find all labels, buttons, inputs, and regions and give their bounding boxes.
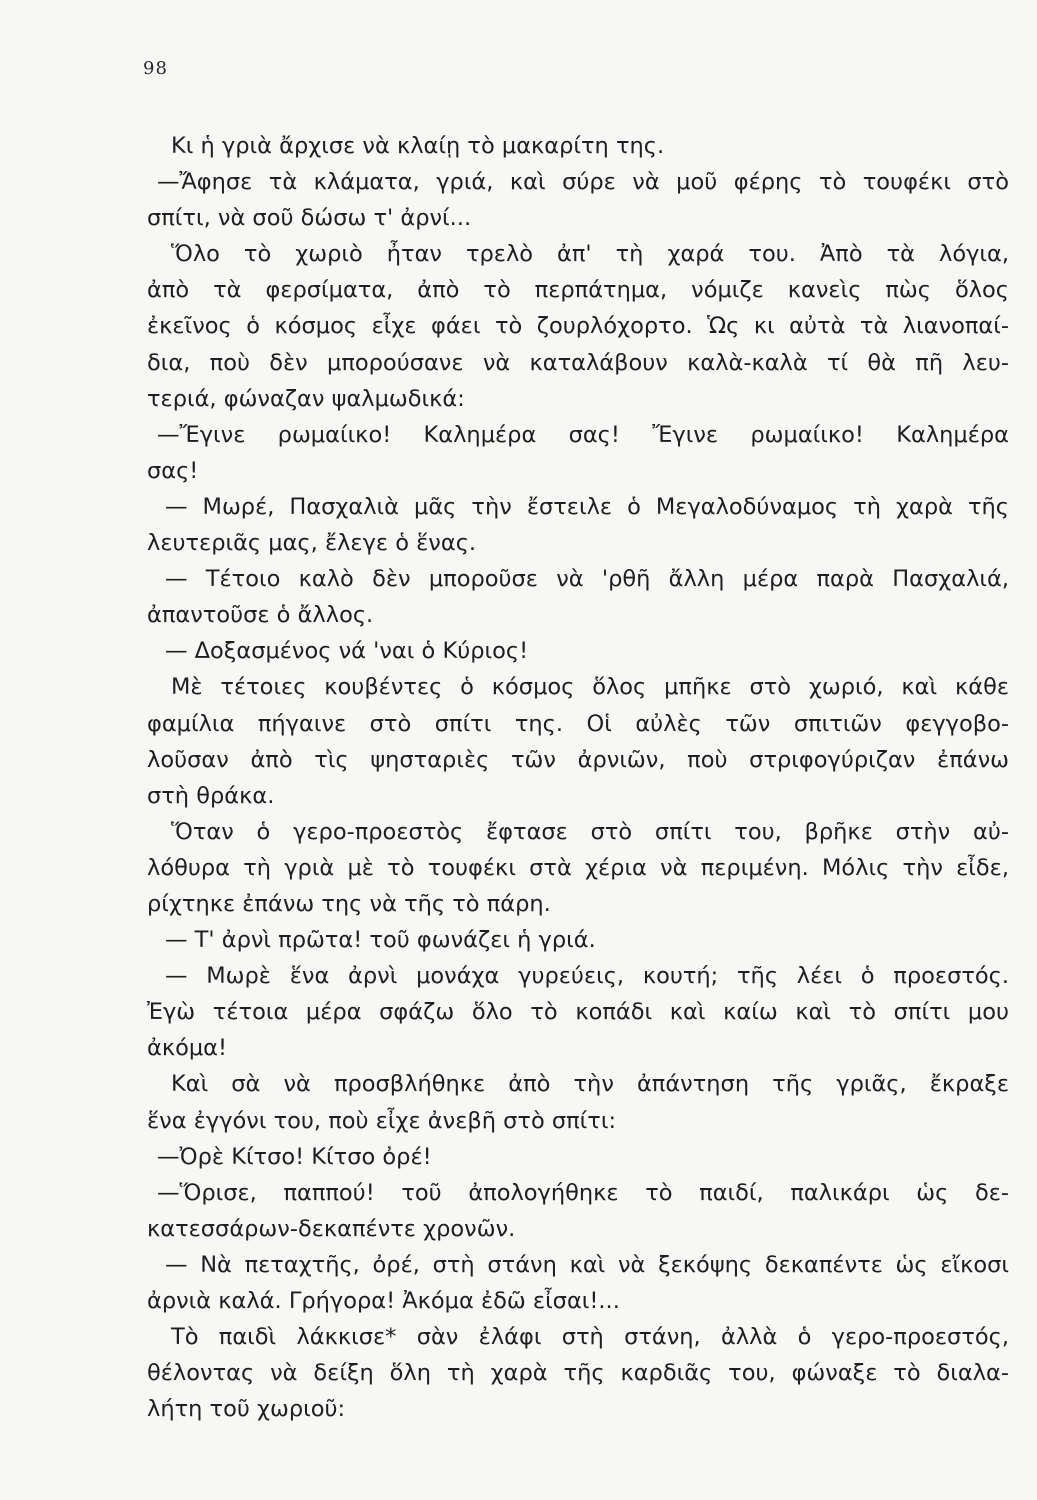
text-line: ἀπὸ τὰ φερσίματα, ἀπὸ τὸ περπάτημα, νόμιζε κανεὶς πὼς ὅλος xyxy=(147,277,1009,304)
text-line: — Νὰ πεταχτῆς, ὀρέ, στὴ στάνη καὶ νὰ ξεκόψης δεκαπέντε ὡς εἴκοσι xyxy=(165,1251,1009,1278)
text-line: —Ἔγινε ρωμαίικο! Καλημέρα σας! Ἔγινε ρωμαίικο! Καλημέρα xyxy=(157,421,1009,448)
text-line: — Τέτοιο καλὸ δὲν μποροῦσε νὰ 'ρθῆ ἄλλη μέρα παρὰ Πασχαλιά, xyxy=(165,566,1009,593)
text-line: λοῦσαν ἀπὸ τὶς ψησταριὲς τῶν ἀρνιῶν, ποὺ στριφογύριζαν ἐπάνω xyxy=(147,746,1009,773)
text-line: Ὅταν ὁ γερο-προεστὸς ἔφτασε στὸ σπίτι του, βρῆκε στὴν αὐ- xyxy=(171,818,1009,845)
text-line: στὴ θράκα. xyxy=(147,782,275,809)
text-line: — Τ' ἀρνὶ πρῶτα! τοῦ φωνάζει ἡ γριά. xyxy=(165,927,596,954)
text-line: σπίτι, νὰ σοῦ δώσω τ' ἀρνί... xyxy=(147,205,472,232)
text-line: Τὸ παιδὶ λάκκισε* σὰν ἐλάφι στὴ στάνη, ἀλλὰ ὁ γερο-προεστός, xyxy=(171,1324,1009,1351)
text-line: — Μωρὲ ἕνα ἀρνὶ μονάχα γυρεύεις, κουτή; τῆς λέει ὁ προεστός. xyxy=(165,963,1009,990)
text-line: ἐκεῖνος ὁ κόσμος εἶχε φάει τὸ ζουρλόχορτο. Ὡς κι αὐτὰ τὰ λιανοπαί- xyxy=(147,313,1009,340)
text-line: φαμίλια πήγαινε στὸ σπίτι της. Οἱ αὐλὲς τῶν σπιτιῶν φεγγοβο- xyxy=(147,710,1009,737)
text-line: ἀκόμα! xyxy=(147,1035,228,1062)
text-line: θέλοντας νὰ δείξη ὅλη τὴ χαρὰ τῆς καρδιᾶς του, φώναξε τὸ διαλα- xyxy=(147,1360,1009,1387)
text-line: —Ὀρὲ Κίτσο! Κίτσο ὀρέ! xyxy=(157,1143,432,1170)
text-line: ἀπαντοῦσε ὁ ἄλλος. xyxy=(147,602,374,629)
text-line: τεριά, φώναζαν ψαλμωδικά: xyxy=(147,385,465,412)
page-number: 98 xyxy=(143,58,168,79)
body-text xyxy=(147,128,1009,1427)
text-line: ἀρνιὰ καλά. Γρήγορα! Ἀκόμα ἐδῶ εἶσαι!... xyxy=(147,1288,620,1314)
text-line: Μὲ τέτοιες κουβέντες ὁ κόσμος ὅλος μπῆκε στὸ χωριό, καὶ κάθε xyxy=(171,674,1009,701)
text-line: λήτη τοῦ χωριοῦ: xyxy=(147,1396,346,1423)
text-line: δια, ποὺ δὲν μπορούσανε νὰ καταλάβουν καλὰ-καλὰ τί θὰ πῆ λευ- xyxy=(147,349,1009,376)
text-line: —Ἄφησε τὰ κλάματα, γριά, καὶ σύρε νὰ μοῦ φέρης τὸ τουφέκι στὸ xyxy=(157,169,1009,196)
text-line: Ὅλο τὸ χωριὸ ἦταν τρελὸ ἀπ' τὴ χαρά του. Ἀπὸ τὰ λόγια, xyxy=(171,241,1009,268)
text-line: —Ὅρισε, παππού! τοῦ ἀπολογήθηκε τὸ παιδί, παλικάρι ὡς δε- xyxy=(157,1179,1009,1206)
text-line: κατεσσάρων-δεκαπέντε χρονῶν. xyxy=(147,1215,516,1242)
text-line: ἕνα ἐγγόνι του, ποὺ εἶχε ἀνεβῆ στὸ σπίτι: xyxy=(147,1107,617,1134)
text-line: — Δοξασμένος νά 'ναι ὁ Κύριος! xyxy=(165,638,529,665)
text-line: σας! xyxy=(147,457,199,484)
text-line: λευτεριᾶς μας, ἔλεγε ὁ ἕνας. xyxy=(147,530,477,557)
text-line: Ἐγὼ τέτοια μέρα σφάζω ὅλο τὸ κοπάδι καὶ καίω καὶ τὸ σπίτι μου xyxy=(147,999,1009,1026)
text-line: Κι ἡ γριὰ ἄρχισε νὰ κλαίῃ τὸ μακαρίτη της. xyxy=(171,133,665,159)
text-line: Καὶ σὰ νὰ προσβλήθηκε ἀπὸ τὴν ἀπάντηση τῆς γριᾶς, ἔκραξε xyxy=(171,1071,1009,1098)
text-line: — Μωρέ, Πασχαλιὰ μᾶς τὴν ἔστειλε ὁ Μεγαλοδύναμος τὴ χαρὰ τῆς xyxy=(165,493,1009,520)
text-line: λόθυρα τὴ γριὰ μὲ τὸ τουφέκι στὰ χέρια νὰ περιμένη. Μόλις τὴν εἶδε, xyxy=(147,854,1009,881)
text-line: ρίχτηκε ἐπάνω της νὰ τῆς τὸ πάρη. xyxy=(147,890,551,917)
